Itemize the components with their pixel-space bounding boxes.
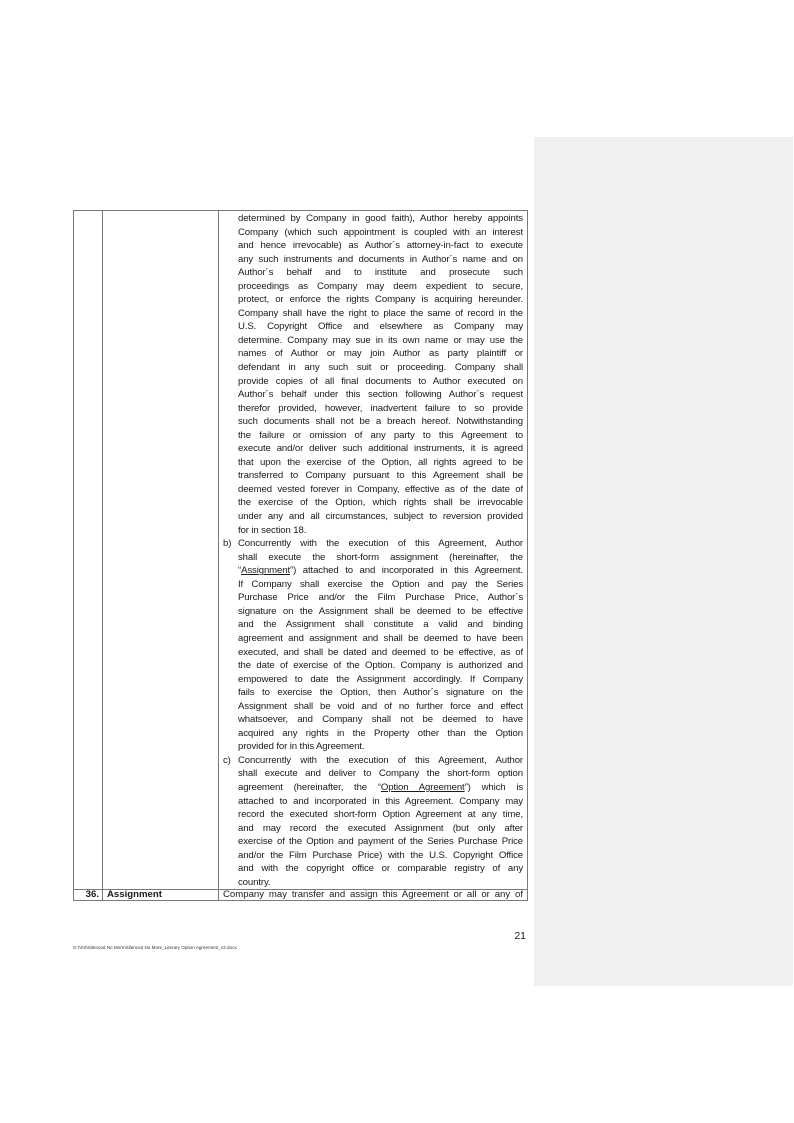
text-line: whatsoever, and Company shall not be deemed to have bbox=[238, 714, 523, 726]
defined-term: Option Agreement bbox=[380, 781, 465, 793]
text-line: If Company shall exercise the Option and pay the Series bbox=[238, 578, 523, 590]
section-number-cell bbox=[74, 211, 103, 890]
text-line: defendant in any such suit or proceeding. Company shall bbox=[238, 362, 523, 374]
text-line: exercise of the Option and payment of the Series Purchase Price bbox=[238, 836, 523, 848]
text-line: for in section 18. bbox=[238, 524, 307, 536]
table-row-35-continued bbox=[74, 211, 528, 890]
text-line: the exercise of the Option, which rights shall be irrevocable bbox=[238, 497, 523, 509]
text-line bbox=[238, 781, 523, 795]
text-line: and the Assignment shall constitute a valid and binding bbox=[238, 619, 523, 631]
text-segment: agreement (hereinafter, the “ bbox=[238, 781, 381, 793]
text-line: proceedings as Company may deem expedient to secure, bbox=[238, 280, 523, 292]
paragraph-b bbox=[223, 537, 523, 754]
text-line: and may record the executed Assignment (but only after bbox=[238, 822, 523, 834]
text-line: the date of exercise of the Option. Company is authorized and bbox=[238, 660, 523, 672]
text-line: provided for in this Agreement. bbox=[238, 741, 365, 753]
defined-term: Assignment bbox=[241, 565, 291, 577]
paragraph-a-continued bbox=[223, 212, 523, 537]
list-marker: c) bbox=[223, 754, 231, 766]
text-line: transferred to Company pursuant to this Agreement shall be bbox=[238, 470, 523, 482]
text-line: Company (which such appointment is coupled with an interest bbox=[238, 226, 523, 238]
agreement-table bbox=[73, 210, 528, 901]
text-segment: “ bbox=[238, 565, 242, 577]
text-line: provide copies of all final documents to Author executed on bbox=[238, 375, 523, 387]
text-line: names of Author or may join Author as party plaintiff or bbox=[238, 348, 523, 360]
page-number: 21 bbox=[514, 930, 526, 942]
text-line: country. bbox=[238, 876, 271, 888]
footer-file-path: G:\VIS\Silenced No More\Silenced No More_Literary Option Agreement_v2.docx bbox=[73, 945, 237, 950]
section-number: 36. bbox=[74, 890, 103, 901]
text-line: executed, and shall be dated and deemed to be effective, as of bbox=[238, 646, 523, 658]
text-line: Author´s behalf under this section following Author´s request bbox=[238, 389, 523, 401]
text-line: any such instruments and documents in Author´s name and on bbox=[238, 253, 523, 265]
section-body-cell bbox=[219, 211, 528, 890]
text-line: acquired any rights in the Property other than the Option bbox=[238, 727, 523, 739]
text-line bbox=[238, 564, 523, 578]
text-line: signature on the Assignment shall be deemed to be effective bbox=[238, 605, 523, 617]
text-line: Company shall have the right to place the same of record in the bbox=[238, 307, 523, 319]
text-line: Concurrently with the execution of this Agreement, Author bbox=[238, 754, 523, 766]
text-line: Author´s behalf and to institute and prosecute such bbox=[238, 267, 523, 279]
text-segment: ”) attached to and incorporated in this Agreement. bbox=[290, 565, 523, 577]
text-line: under any and all circumstances, subject to reversion provided bbox=[238, 511, 523, 523]
section-body: Company may transfer and assign this Agreement or all or any of bbox=[219, 890, 528, 901]
text-line: the failure or omission of any party to this Agreement to bbox=[238, 429, 523, 441]
text-line: determined by Company in good faith), Author hereby appoints bbox=[238, 213, 523, 224]
text-line: that upon the exercise of the Option, all rights agreed to be bbox=[238, 456, 523, 468]
text-line: and/or the Film Purchase Price) with the U.S. Copyright Office bbox=[238, 849, 523, 861]
text-line: and hence irrevocable) as Author´s attorney-in-fact to execute bbox=[238, 240, 523, 252]
text-line: shall execute and deliver to Company the short-form option bbox=[238, 768, 523, 780]
table-row-36 bbox=[74, 890, 528, 901]
text-segment: ”) which is bbox=[464, 781, 523, 793]
list-marker: b) bbox=[223, 538, 232, 550]
text-line: U.S. Copyright Office and elsewhere as Company may bbox=[238, 321, 523, 333]
text-line: execute and/or deliver such additional instruments, it is agreed bbox=[238, 443, 523, 455]
text-line: agreement and assignment and shall be deemed to have been bbox=[238, 632, 523, 644]
text-line: protect, or enforce the rights Company is acquiring hereunder. bbox=[238, 294, 523, 306]
paragraph-c bbox=[223, 754, 523, 889]
comments-pane bbox=[534, 137, 793, 986]
section-title: Assignment bbox=[103, 890, 219, 901]
text-line: shall execute the short-form assignment (hereinafter, the bbox=[238, 551, 523, 563]
text-line: and with the copyright office or comparable registry of any bbox=[238, 863, 523, 875]
text-line: fails to exercise the Option, then Author´s signature on the bbox=[238, 687, 523, 699]
text-line: record the executed short-form Option Agreement at any time, bbox=[238, 809, 523, 821]
text-line: such documents shall not be a breach hereof. Notwithstanding bbox=[238, 416, 523, 428]
text-line: deemed vested forever in Company, effective as of the date of bbox=[238, 483, 523, 495]
text-line: therefor provided, however, inadvertent failure to so provide bbox=[238, 402, 523, 414]
text-line: Concurrently with the execution of this Agreement, Author bbox=[238, 538, 523, 550]
section-title-cell bbox=[103, 211, 219, 890]
text-line: attached to and incorporated in this Agreement. Company may bbox=[238, 795, 523, 807]
text-line: empowered to date the Assignment accordingly. If Company bbox=[238, 673, 523, 685]
text-line: Purchase Price and/or the Film Purchase Price, Author´s bbox=[238, 592, 523, 604]
text-line: determine. Company may sue in its own name or may use the bbox=[238, 334, 523, 346]
text-line: Assignment shall be void and of no further force and effect bbox=[238, 700, 523, 712]
